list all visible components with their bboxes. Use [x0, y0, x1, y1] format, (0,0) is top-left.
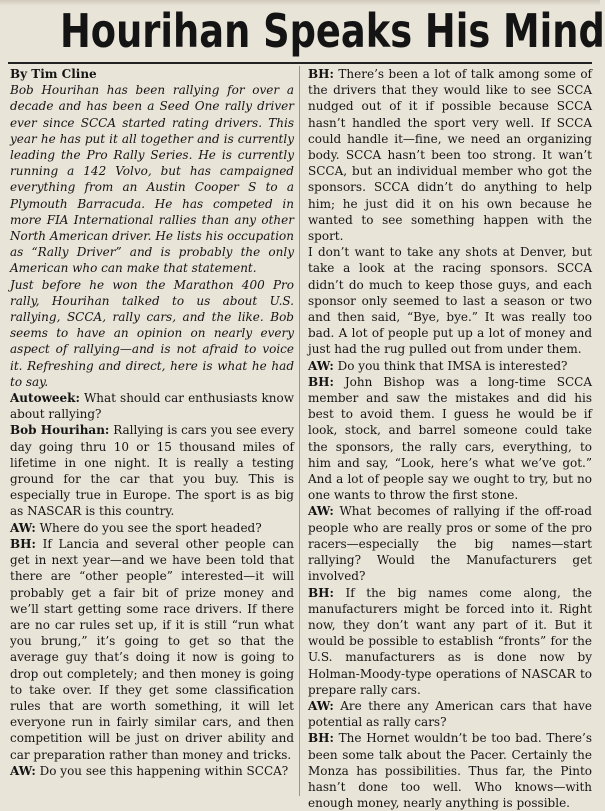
speaker-label: AW:: [10, 763, 36, 778]
intro-paragraph-2: Just before he won the Marathon 400 Pro rally, Hourihan talked to us about U.S. rallying, SCCA, rally cars, and the like. Bob seems to have an opinion on nearly every aspect of rallying—and is not afraid to voice it. Refreshing and direct, here is what he had to say.: [10, 277, 294, 389]
headline-rule: [8, 62, 592, 64]
speaker-text: I don’t want to take any shots at Denver, but take a look at the racing sponsors. SCCA didn’t do much to keep those guys, and each sponsor only seemed to last a season or two and then said, “Bye, bye.” It was really too bad. A lot of people put up a lot of money and just had the rug pulled out from under them.: [308, 245, 592, 357]
headline: Hourihan Speaks His Mind: [60, 4, 605, 58]
speaker-label: AW:: [308, 698, 334, 713]
right-interview: [308, 66, 592, 811]
interview-paragraph: [308, 730, 592, 811]
interview-paragraph: [308, 503, 592, 584]
speaker-label: BH:: [308, 67, 334, 81]
interview-paragraph: [10, 390, 294, 422]
interview-paragraph: [308, 585, 592, 698]
speaker-text: There’s been a lot of talk among some of the drivers that they would like to see SCCA nudged out of it if possible because SCCA hasn’t handled the sport very well. If SCCA could handle it—fine, we need an organizing body. SCCA hasn’t been too strong. It wan’t SCCA, but an individual member who got the sponsors. SCCA didn’t do anything to help him; he just did it on his own because he wanted to see something happen with the sport.: [308, 67, 592, 244]
speaker-text: Where do you see the sport headed?: [35, 520, 262, 535]
speaker-text: Are there any American cars that have potential as rally cars?: [308, 698, 592, 730]
speaker-text: What should car enthusiasts know about rallying?: [10, 391, 294, 422]
speaker-label: AW:: [308, 504, 334, 519]
speaker-label: BH:: [308, 731, 334, 746]
speaker-label: BH:: [308, 585, 334, 600]
interview-paragraph: [308, 374, 592, 504]
speaker-label: BH:: [10, 536, 36, 551]
speaker-text: The Hornet wouldn’t be too bad. There’s been some talk about the Pacer. Certainly the Monza has possibilities. Thus far, the Pinto hasn’t done too well. Who knows—with enough money, nearly anything is possible.: [308, 731, 592, 811]
intro-paragraph-1: Bob Hourihan has been rallying for over a decade and has been a Seed One rally driver ever since SCCA started rating drivers. This year he has put it all together and is currently leading the Pro Rally Series. He is currently running a 142 Volvo, but has campaigned everything from an Austin Cooper S to a Plymouth Barracuda. He has competed in more FIA International rallies than any other North American driver. He lists his occupation as “Rally Driver” and is probably the only American who can make that statement.: [10, 83, 294, 276]
speaker-label: AW:: [10, 520, 36, 535]
speaker-text: Do you see this happening within SCCA?: [35, 763, 289, 778]
interview-paragraph: [308, 698, 592, 730]
interview-paragraph: [10, 520, 294, 536]
interview-paragraph: [308, 244, 592, 357]
speaker-label: AW:: [308, 358, 334, 373]
left-column: [10, 66, 294, 798]
column-divider: [299, 66, 300, 796]
speaker-text: John Bishop was a long-time SCCA member and saw the mistakes and did his best to avoid them. I guess he would be if look, stock, and barrel someone could take the sponsors, the rally cars, everything, to him and say, “Look, here’s what we’ve got.” And a lot of people say we ought to try, but no one wants to throw the first stone.: [308, 374, 592, 503]
left-interview: [10, 390, 294, 779]
speaker-text: Rallying is cars you see every day going thru 10 or 15 thousand miles of lifetime in one night. It is really a testing ground for the car that you buy. This is especially true in Europe. The sport is as big as NASCAR is this country.: [10, 423, 294, 519]
interview-paragraph: [10, 536, 294, 763]
speaker-label: BH:: [308, 374, 334, 389]
interview-paragraph: [308, 358, 592, 374]
speaker-text: If the big names come along, the manufacturers might be forced into it. Right now, they don’t want any part of it. But it would be possible to establish “fronts” for the U.S. manufacturers as is done now by Holman-Moody-type operations of NASCAR to prepare rally cars.: [308, 585, 592, 697]
speaker-text: What becomes of rallying if the off-road people who are really pros or some of the pro racers—especially the big names—start rallying? Would the Manufacturers get involved?: [308, 504, 592, 584]
byline: By Tim Cline: [10, 67, 97, 81]
interview-paragraph: [10, 763, 294, 779]
speaker-text: If Lancia and several other people can get in next year—and we have been told that there are “other people” interested—it will probably get a fair bit of prize money and we’ll start getting some race drivers. If there are no car rules set up, if it is still “run what you brung,” it’s going to get so that the average guy that’s doing it now is going to drop out completely; and then money is going to take over. If they get some classification rules that are worth something, it will let everyone run in fairly similar cars, and then competition will be just on driver ability and car preparation rather than money and tricks.: [10, 536, 294, 762]
speaker-label: Autoweek:: [10, 391, 80, 406]
speaker-label: Bob Hourihan:: [10, 423, 110, 438]
right-column: [308, 66, 592, 811]
interview-paragraph: [10, 422, 294, 519]
interview-paragraph: [308, 66, 592, 244]
speaker-text: Do you think that IMSA is interested?: [333, 358, 568, 373]
